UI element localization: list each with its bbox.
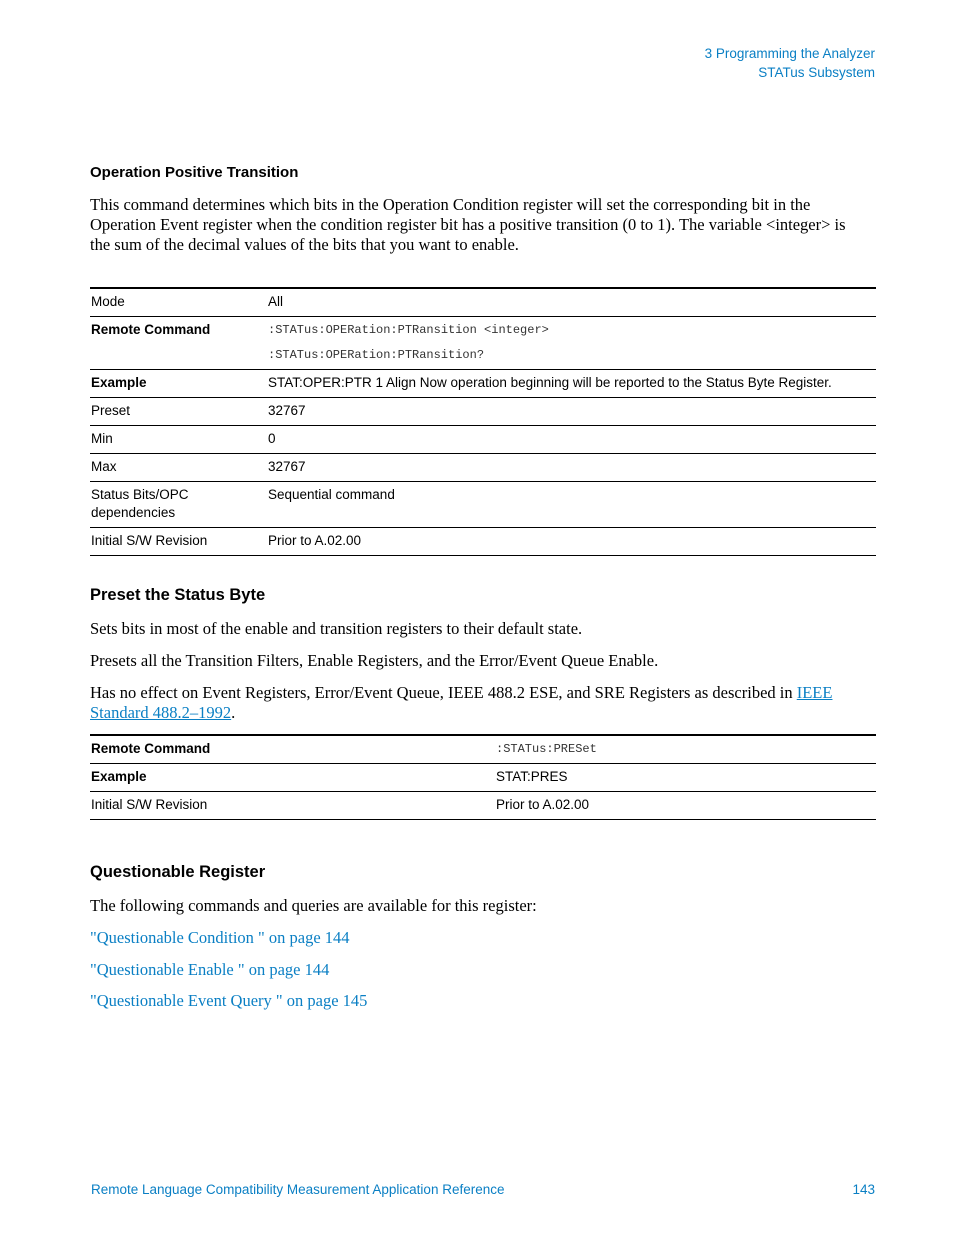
example-value: STAT:PRES — [495, 764, 876, 792]
table-row — [90, 398, 876, 426]
example-value: STAT:OPER:PTR 1 Align Now operation beginning will be reported to the Status Byte Register. — [267, 370, 876, 398]
preset-label: Preset — [90, 398, 267, 426]
remote-command-value: :STATus:PRESet — [495, 735, 876, 764]
max-value: 32767 — [267, 454, 876, 482]
questionable-intro: The following commands and queries are available for this register: — [90, 896, 537, 915]
questionable-event-query-link[interactable]: "Questionable Event Query " on page 145 — [90, 991, 368, 1010]
footer-title: Remote Language Compatibility Measurement Application Reference — [91, 1182, 505, 1197]
revision-value: Prior to A.02.00 — [267, 528, 876, 556]
table-row — [90, 454, 876, 482]
revision-value: Prior to A.02.00 — [495, 792, 876, 820]
remote-command-label: Remote Command — [90, 735, 495, 764]
preset-para-2: Presets all the Transition Filters, Enable Registers, and the Error/Event Queue Enable. — [90, 651, 659, 670]
min-label: Min — [90, 426, 267, 454]
table-row — [90, 482, 876, 528]
chapter-header: 3 Programming the Analyzer — [704, 46, 875, 61]
preset-value: 32767 — [267, 398, 876, 426]
table-row — [90, 317, 876, 370]
questionable-enable-link[interactable]: "Questionable Enable " on page 144 — [90, 960, 330, 979]
example-label: Example — [90, 370, 267, 398]
preset-para-1: Sets bits in most of the enable and transition registers to their default state. — [90, 619, 583, 638]
mode-value: All — [267, 288, 876, 317]
status-bits-label: Status Bits/OPC dependencies — [90, 482, 267, 528]
opt-description: This command determines which bits in the Operation Condition register will set the corresponding bit in the Operation Event register when the condition register bit has a positive transition (0 to 1). The variable <integer> is the sum of the decimal values of the bits that you want to enable. — [90, 195, 846, 254]
example-label: Example — [90, 764, 495, 792]
status-bits-value: Sequential command — [267, 482, 876, 528]
table-row — [90, 735, 876, 764]
preset-heading: Preset the Status Byte — [90, 586, 266, 604]
table-row — [90, 288, 876, 317]
revision-label: Initial S/W Revision — [90, 792, 495, 820]
opt-table — [90, 287, 876, 556]
preset-para-3: Has no effect on Event Registers, Error/Event Queue, IEEE 488.2 ESE, and SRE Registers as described in IEEE Standard 488.2–1992. — [90, 683, 833, 722]
revision-label: Initial S/W Revision — [90, 528, 267, 556]
questionable-condition-link[interactable]: "Questionable Condition " on page 144 — [90, 928, 350, 947]
remote-command-set: :STATus:OPERation:PTRansition <integer> — [268, 323, 549, 337]
table-row — [90, 528, 876, 556]
table-row — [90, 764, 876, 792]
mode-label: Mode — [90, 288, 267, 317]
opt-heading: Operation Positive Transition — [90, 164, 299, 181]
section-header: STATus Subsystem — [758, 65, 875, 80]
table-row — [90, 792, 876, 820]
max-label: Max — [90, 454, 267, 482]
min-value: 0 — [267, 426, 876, 454]
ieee-standard-link[interactable]: IEEE Standard 488.2–1992 — [90, 683, 833, 722]
table-row — [90, 370, 876, 398]
questionable-heading: Questionable Register — [90, 863, 266, 881]
remote-command-label: Remote Command — [90, 317, 267, 370]
preset-table — [90, 734, 876, 820]
page-number: 143 — [852, 1182, 875, 1197]
remote-command-query: :STATus:OPERation:PTRansition? — [268, 348, 485, 362]
table-row — [90, 426, 876, 454]
